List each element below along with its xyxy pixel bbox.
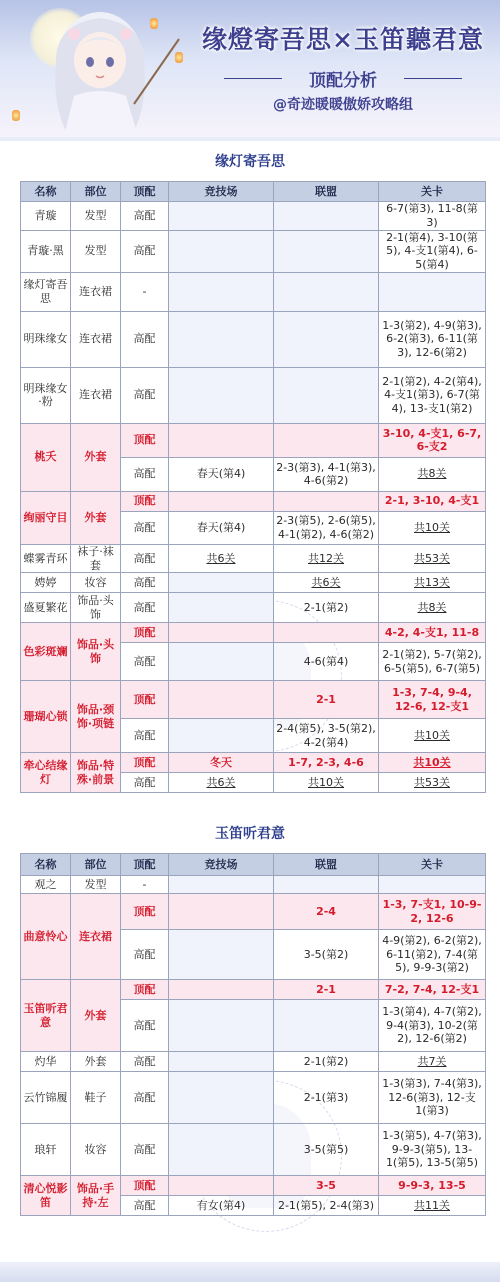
cell-slot: 发型 <box>71 202 121 231</box>
cell-tier: 高配 <box>121 1196 169 1216</box>
cell-name: 蝶雾青环 <box>21 544 71 573</box>
cell-arena <box>169 623 274 643</box>
cell-tier: 顶配 <box>121 1176 169 1196</box>
cell-name: 桃夭 <box>21 423 71 491</box>
table-row <box>21 894 486 930</box>
cell-stage: 共10关 <box>379 753 486 773</box>
cell-alliance: 2-3(第3), 4-1(第3), 4-6(第2) <box>274 457 379 491</box>
cell-alliance: 共10关 <box>274 773 379 793</box>
cell-arena <box>169 272 274 311</box>
cell-arena <box>169 1176 274 1196</box>
cell-arena <box>169 593 274 623</box>
cell-slot: 外套 <box>71 491 121 544</box>
cell-stage: 共53关 <box>379 544 486 573</box>
cell-arena <box>169 311 274 367</box>
cell-slot: 连衣裙 <box>71 311 121 367</box>
cell-tier: - <box>121 876 169 894</box>
cell-alliance <box>274 272 379 311</box>
cell-slot: 妆容 <box>71 1124 121 1176</box>
cell-arena <box>169 643 274 681</box>
cell-stage: 共13关 <box>379 573 486 593</box>
header-banner <box>0 0 500 137</box>
table-row <box>21 753 486 773</box>
cell-arena: 共6关 <box>169 544 274 573</box>
cell-tier: 高配 <box>121 1124 169 1176</box>
cell-stage: 2-1(第4), 3-10(第5), 4-支1(第4), 6-5(第4) <box>379 230 486 272</box>
cell-tier: 高配 <box>121 202 169 231</box>
cell-alliance: 共12关 <box>274 544 379 573</box>
cell-slot: 外套 <box>71 980 121 1052</box>
cell-tier: 高配 <box>121 773 169 793</box>
cell-name: 明珠缘女 <box>21 311 71 367</box>
banner-divider <box>0 137 500 141</box>
cell-stage <box>379 876 486 894</box>
cell-alliance: 2-1 <box>274 980 379 1000</box>
cell-name: 观之 <box>21 876 71 894</box>
cell-stage: 共10关 <box>379 511 486 544</box>
cell-arena <box>169 1124 274 1176</box>
cell-arena <box>169 1000 274 1052</box>
cell-alliance: 2-4 <box>274 894 379 930</box>
cell-alliance: 1-7, 2-3, 4-6 <box>274 753 379 773</box>
banner-credit: @奇迹暖暖傲娇攻略组 <box>273 97 413 113</box>
column-header-name: 名称 <box>21 182 71 202</box>
cell-tier: 顶配 <box>121 681 169 719</box>
cell-stage: 1-3(第5), 4-7(第3), 9-9-3(第5), 13-1(第5), 13-5(第5) <box>379 1124 486 1176</box>
cell-alliance: 2-4(第5), 3-5(第2), 4-2(第4) <box>274 719 379 753</box>
table-row <box>21 1124 486 1176</box>
column-header-tier: 顶配 <box>121 182 169 202</box>
cell-arena <box>169 573 274 593</box>
cell-arena <box>169 980 274 1000</box>
cell-name: 盛夏繁花 <box>21 593 71 623</box>
table-row <box>21 202 486 231</box>
cell-alliance <box>274 367 379 423</box>
cell-alliance: 3-5(第5) <box>274 1124 379 1176</box>
table-row <box>21 876 486 894</box>
cell-slot: 饰品·特殊·前景 <box>71 753 121 793</box>
table-row <box>21 681 486 719</box>
cell-arena <box>169 1052 274 1072</box>
cell-arena <box>169 930 274 980</box>
cell-alliance: 2-1(第2) <box>274 593 379 623</box>
cell-alliance: 2-1(第5), 2-4(第3) <box>274 1196 379 1216</box>
cell-stage: 2-1(第2), 4-2(第4), 4-支1(第3), 6-7(第4), 13-支1(第2) <box>379 367 486 423</box>
cell-stage: 9-9-3, 13-5 <box>379 1176 486 1196</box>
cell-alliance <box>274 311 379 367</box>
table-row <box>21 491 486 511</box>
cell-tier: 高配 <box>121 511 169 544</box>
table-row <box>21 623 486 643</box>
cell-name: 明珠缘女·粉 <box>21 367 71 423</box>
cell-tier: 顶配 <box>121 491 169 511</box>
column-header-slot: 部位 <box>71 182 121 202</box>
cell-alliance <box>274 623 379 643</box>
table-row <box>21 423 486 457</box>
cell-slot: 饰品·颈饰·项链 <box>71 681 121 753</box>
cell-slot: 饰品·手持·左 <box>71 1176 121 1216</box>
cell-slot: 饰品·头饰 <box>71 623 121 681</box>
cell-alliance <box>274 491 379 511</box>
cell-arena <box>169 876 274 894</box>
cell-arena: 冬天 <box>169 753 274 773</box>
cell-name: 琅轩 <box>21 1124 71 1176</box>
column-header-tier: 顶配 <box>121 854 169 876</box>
cell-slot: 连衣裙 <box>71 894 121 980</box>
cell-stage: 1-3(第4), 4-7(第2), 9-4(第3), 10-2(第2), 12-6(第2) <box>379 1000 486 1052</box>
cell-slot: 鞋子 <box>71 1072 121 1124</box>
cell-name: 珊瑚心锁 <box>21 681 71 753</box>
cell-alliance <box>274 423 379 457</box>
cell-slot: 饰品·头饰 <box>71 593 121 623</box>
banner-title: 缘燈寄吾思×玉笛聽君意 <box>202 25 484 54</box>
column-header-alliance: 联盟 <box>274 182 379 202</box>
cell-tier: 高配 <box>121 1000 169 1052</box>
cell-arena: 有女(第4) <box>169 1196 274 1216</box>
cell-alliance: 2-1(第3) <box>274 1072 379 1124</box>
cell-name: 玉笛听君意 <box>21 980 71 1052</box>
cell-stage: 1-3(第2), 4-9(第3), 6-2(第3), 6-11(第3), 12-6(第2) <box>379 311 486 367</box>
banner-subtitle-row <box>190 66 496 90</box>
cell-alliance <box>274 202 379 231</box>
cell-stage: 6-7(第3), 11-8(第3) <box>379 202 486 231</box>
cell-tier: 高配 <box>121 311 169 367</box>
cell-stage: 1-3(第3), 7-4(第3), 12-6(第3), 12-支1(第3) <box>379 1072 486 1124</box>
cell-tier: 高配 <box>121 367 169 423</box>
cell-arena <box>169 202 274 231</box>
cell-tier: 高配 <box>121 930 169 980</box>
cell-slot: 连衣裙 <box>71 272 121 311</box>
table-row <box>21 980 486 1000</box>
cell-stage: 4-9(第2), 6-2(第2), 6-11(第2), 7-4(第5), 9-9-3(第2) <box>379 930 486 980</box>
table-row <box>21 1072 486 1124</box>
cell-tier: 顶配 <box>121 753 169 773</box>
cell-arena: 共6关 <box>169 773 274 793</box>
cell-arena <box>169 1072 274 1124</box>
cell-arena <box>169 491 274 511</box>
table-row <box>21 593 486 623</box>
table-row <box>21 230 486 272</box>
cell-slot: 外套 <box>71 1052 121 1072</box>
cell-arena: 春天(第4) <box>169 457 274 491</box>
cell-tier: 高配 <box>121 1072 169 1124</box>
column-header-slot: 部位 <box>71 854 121 876</box>
cell-name: 云竹锦履 <box>21 1072 71 1124</box>
table-row <box>21 272 486 311</box>
banner-subtitle: 顶配分析 <box>309 71 377 91</box>
cell-slot: 妆容 <box>71 573 121 593</box>
cell-stage: 共8关 <box>379 457 486 491</box>
cell-name: 缘灯寄吾思 <box>21 272 71 311</box>
cell-name: 娉婷 <box>21 573 71 593</box>
cell-stage: 共7关 <box>379 1052 486 1072</box>
cell-tier: 高配 <box>121 593 169 623</box>
cell-stage: 2-1, 3-10, 4-支1 <box>379 491 486 511</box>
cell-arena: 春天(第4) <box>169 511 274 544</box>
subtitle-right-rule <box>404 78 462 79</box>
cell-tier: 高配 <box>121 573 169 593</box>
cell-name: 色彩斑斓 <box>21 623 71 681</box>
character-illustration <box>14 4 186 137</box>
cell-arena <box>169 230 274 272</box>
cell-alliance: 共6关 <box>274 573 379 593</box>
cell-stage: 7-2, 7-4, 12-支1 <box>379 980 486 1000</box>
column-header-stage: 关卡 <box>379 182 486 202</box>
cell-tier: 高配 <box>121 1052 169 1072</box>
cell-name: 清心悦影笛 <box>21 1176 71 1216</box>
footer-decoration <box>0 1262 500 1282</box>
cell-slot: 连衣裙 <box>71 367 121 423</box>
cell-name: 曲意怜心 <box>21 894 71 980</box>
cell-tier: 高配 <box>121 643 169 681</box>
cell-alliance: 2-1 <box>274 681 379 719</box>
cell-alliance <box>274 876 379 894</box>
cell-name: 青璇 <box>21 202 71 231</box>
items-table-flute <box>20 853 486 1216</box>
cell-tier: 高配 <box>121 230 169 272</box>
cell-alliance: 3-5(第2) <box>274 930 379 980</box>
table-row <box>21 311 486 367</box>
cell-stage: 共8关 <box>379 593 486 623</box>
cell-arena <box>169 719 274 753</box>
cell-slot: 发型 <box>71 876 121 894</box>
table-row <box>21 1176 486 1196</box>
cell-tier: 高配 <box>121 719 169 753</box>
cell-name: 青璇·黑 <box>21 230 71 272</box>
table-row <box>21 544 486 573</box>
cell-tier: 高配 <box>121 457 169 491</box>
cell-stage <box>379 272 486 311</box>
cell-stage: 4-2, 4-支1, 11-8 <box>379 623 486 643</box>
cell-stage: 1-3, 7-4, 9-4, 12-6, 12-支1 <box>379 681 486 719</box>
cell-tier: - <box>121 272 169 311</box>
column-header-stage: 关卡 <box>379 854 486 876</box>
cell-tier: 顶配 <box>121 980 169 1000</box>
cell-tier: 高配 <box>121 544 169 573</box>
cell-stage: 3-10, 4-支1, 6-7, 6-支2 <box>379 423 486 457</box>
cell-name: 牵心结缘灯 <box>21 753 71 793</box>
cell-arena <box>169 894 274 930</box>
cell-slot: 袜子·袜套 <box>71 544 121 573</box>
column-header-name: 名称 <box>21 854 71 876</box>
cell-tier: 顶配 <box>121 423 169 457</box>
section-title: 玉笛听君意 <box>215 826 285 842</box>
cell-slot: 外套 <box>71 423 121 491</box>
cell-name: 绚丽守目 <box>21 491 71 544</box>
table-row <box>21 573 486 593</box>
cell-alliance: 4-6(第4) <box>274 643 379 681</box>
table-header-row <box>21 854 486 876</box>
cell-stage: 1-3, 7-支1, 10-9-2, 12-6 <box>379 894 486 930</box>
table-header-row <box>21 182 486 202</box>
items-table-lantern <box>20 181 486 793</box>
cell-stage: 共11关 <box>379 1196 486 1216</box>
cell-tier: 顶配 <box>121 894 169 930</box>
cell-stage: 共53关 <box>379 773 486 793</box>
table-row <box>21 367 486 423</box>
cell-slot: 发型 <box>71 230 121 272</box>
cell-alliance: 2-3(第5), 2-6(第5), 4-1(第2), 4-6(第2) <box>274 511 379 544</box>
column-header-arena: 竞技场 <box>169 182 274 202</box>
column-header-arena: 竞技场 <box>169 854 274 876</box>
table-row <box>21 1052 486 1072</box>
cell-arena <box>169 681 274 719</box>
cell-stage: 共10关 <box>379 719 486 753</box>
cell-stage: 2-1(第2), 5-7(第2), 6-5(第5), 6-7(第5) <box>379 643 486 681</box>
cell-alliance: 3-5 <box>274 1176 379 1196</box>
cell-arena <box>169 423 274 457</box>
column-header-alliance: 联盟 <box>274 854 379 876</box>
section-title: 缘灯寄吾思 <box>215 154 285 170</box>
cell-tier: 顶配 <box>121 623 169 643</box>
cell-name: 灼华 <box>21 1052 71 1072</box>
cell-arena <box>169 367 274 423</box>
cell-alliance: 2-1(第2) <box>274 1052 379 1072</box>
cell-alliance <box>274 230 379 272</box>
cell-alliance <box>274 1000 379 1052</box>
